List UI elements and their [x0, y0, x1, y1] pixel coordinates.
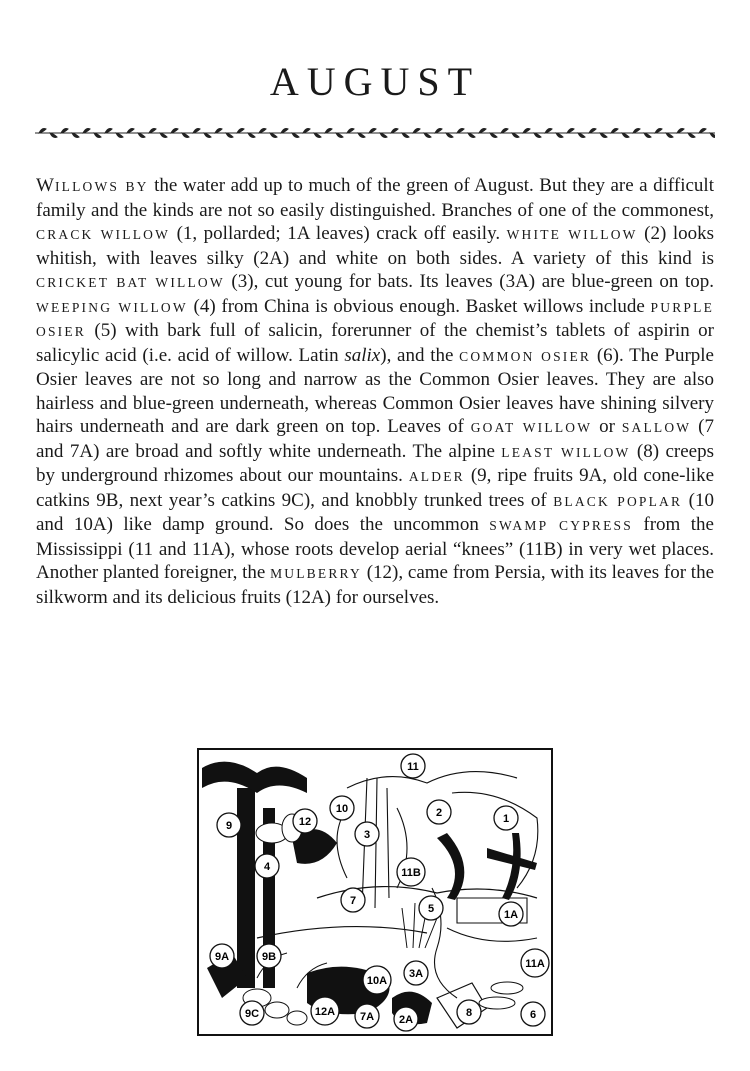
paragraph-run: ), and the — [380, 344, 460, 366]
paragraph-run: or — [592, 416, 622, 437]
figure-label — [210, 944, 234, 968]
body-paragraph — [36, 174, 714, 609]
svg-text:11A: 11A — [525, 958, 545, 970]
paragraph-run: (8) creeps by underground rhizomes about our mountains. — [36, 440, 714, 486]
figure-label — [419, 896, 443, 920]
figure-label — [363, 966, 391, 994]
species-name: COMMON OSIER — [459, 348, 592, 364]
figure-label — [401, 754, 425, 778]
figure-label — [457, 1000, 481, 1024]
figure-label — [499, 902, 523, 926]
figure-label — [355, 822, 379, 846]
svg-text:9: 9 — [225, 820, 233, 832]
species-name: LEAST WILLOW — [501, 444, 631, 460]
svg-text:11B: 11B — [401, 867, 421, 879]
figure-label — [521, 1002, 545, 1026]
svg-text:3A: 3A — [408, 968, 424, 980]
svg-text:4: 4 — [263, 861, 271, 873]
page-title: AUGUST — [269, 59, 481, 104]
figure-label — [394, 1007, 418, 1031]
figure-label — [293, 809, 317, 833]
svg-text:2: 2 — [435, 807, 443, 819]
paragraph-run: salix — [344, 344, 381, 366]
species-name: WEEPING WILLOW — [36, 299, 188, 315]
svg-text:9B: 9B — [261, 951, 277, 963]
figure-label — [404, 961, 428, 985]
svg-text:1: 1 — [502, 813, 510, 825]
figure-label — [427, 800, 451, 824]
species-name: SWAMP CYPRESS — [489, 518, 633, 533]
svg-text:7A: 7A — [359, 1011, 375, 1023]
paragraph-run: (4) from China is obvious enough. Basket willows include — [187, 295, 651, 317]
svg-text:8: 8 — [465, 1007, 473, 1019]
paragraph-run: (1, pollarded; 1A leaves) crack off easily. — [170, 223, 507, 244]
paragraph-run: from the Mississippi (11 and 11A), whose roots develop aerial “knees” (11B) in very wet places. Another planted foreigner, the — [36, 514, 714, 583]
svg-text:9C: 9C — [244, 1008, 260, 1020]
figure-label — [330, 796, 354, 820]
species-name: CRICKET BAT WILLOW — [36, 275, 225, 290]
paragraph-run: (12), came from Persia, with its leaves for the silkworm and its delicious fruits (12A) for ourselves. — [36, 562, 715, 608]
figure-label — [255, 854, 279, 878]
svg-text:11: 11 — [407, 761, 419, 773]
svg-text:1A: 1A — [503, 909, 519, 921]
svg-text:2A: 2A — [398, 1014, 414, 1026]
svg-text:7: 7 — [349, 895, 357, 907]
svg-text:12A: 12A — [314, 1006, 336, 1018]
figure-label — [355, 1004, 379, 1028]
svg-text:5: 5 — [427, 903, 435, 915]
svg-text:10: 10 — [335, 803, 349, 815]
species-name: CRACK WILLOW — [36, 227, 171, 242]
species-name: PURPLE OSIER — [36, 299, 715, 339]
paragraph-run: (10 and 10A) like damp ground. So does the uncommon — [36, 489, 714, 535]
paragraph-run: (7 and 7A) are broad and softly white underneath. The alpine — [36, 416, 715, 462]
species-name: SALLOW — [621, 420, 692, 435]
svg-text:6: 6 — [529, 1009, 537, 1021]
figure-label — [257, 944, 281, 968]
figure-label — [217, 813, 241, 837]
species-name: MULBERRY — [270, 566, 362, 581]
species-name: GOAT WILLOW — [470, 420, 593, 435]
paragraph-run: (2) looks whitish, with leaves silky (2A) and white on both sides. A variety of this kind is — [36, 223, 715, 269]
paragraph-run: (9, ripe fruits 9A, old cone-like catkins 9B, next year’s catkins 9C), and knobbly trunked trees of — [36, 465, 714, 511]
figure-label — [341, 888, 365, 912]
paragraph-run: (3), cut young for bats. Its leaves (3A) are blue-green on top. — [224, 271, 714, 292]
willow-illustration — [197, 748, 553, 1036]
decorative-leaf-rule — [35, 126, 715, 140]
svg-text:9A: 9A — [214, 951, 230, 963]
svg-text:12: 12 — [298, 816, 312, 828]
figure-label — [521, 949, 549, 977]
paragraph-run: the water add up to much of the green of August. But they are a difficult family and the kinds are not so easily distinguished. Branches of one of the commonest, — [36, 175, 714, 221]
paragraph-run: (6). The Purple Osier leaves are not so long and narrow as the Common Osier leaves. They are also hairless and blue-green underneath, whereas Common Osier leaves have shining silvery hairs underneath and are dark green on top. Leaves of — [36, 344, 714, 437]
species-name: BLACK POPLAR — [553, 493, 683, 509]
paragraph-run: W — [36, 175, 55, 196]
species-name: WHITE WILLOW — [506, 227, 638, 242]
figure-label — [494, 806, 518, 830]
svg-text:3: 3 — [363, 829, 371, 841]
species-name: ILLOWS BY — [54, 179, 149, 194]
figure-label — [397, 858, 425, 886]
species-name: ALDER — [408, 469, 465, 484]
figure-label — [240, 1001, 264, 1025]
svg-text:10A: 10A — [366, 975, 388, 987]
paragraph-run: (5) with bark full of salicin, forerunner of the chemist’s tablets of aspirin or salicylic acid (i.e. acid of willow. Latin — [36, 320, 714, 366]
figure-label — [311, 997, 339, 1025]
